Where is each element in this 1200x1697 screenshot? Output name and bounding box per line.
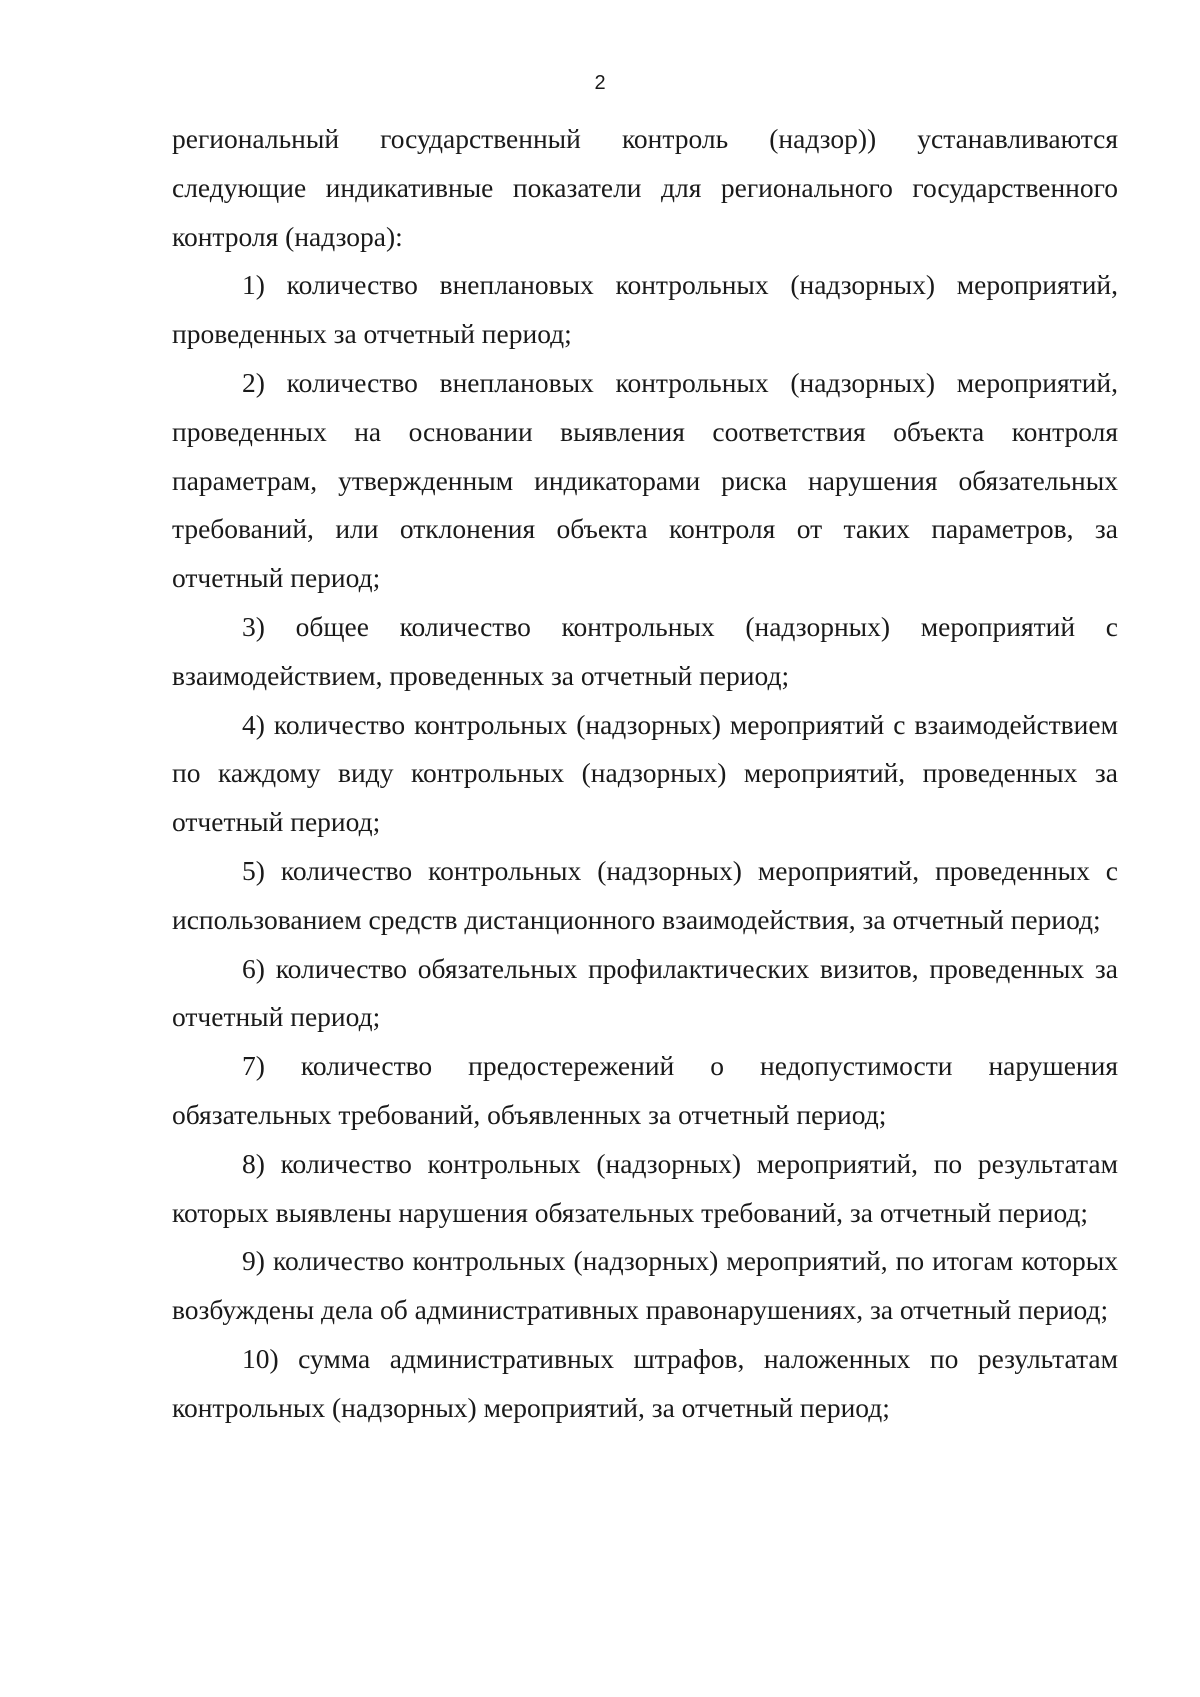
indicator-item-7: 7) количество предостережений о недопустимости нарушения обязательных требований, объявленных за отчетный период;: [172, 1050, 1118, 1130]
intro-paragraph: региональный государственный контроль (надзор)) устанавливаются следующие индикативные показатели для регионального государственного контроля (надзора):: [172, 123, 1118, 252]
indicator-item-10: 10) сумма административных штрафов, наложенных по результатам контрольных (надзорных) мероприятий, за отчетный период;: [172, 1342, 1118, 1423]
indicator-item-4: 4) количество контрольных (надзорных) мероприятий с взаимодействием по каждому виду контрольных (надзорных) мероприятий, проведенных за отчетный период;: [172, 708, 1118, 838]
indicator-item-1: 1) количество внеплановых контрольных (надзорных) мероприятий, проведенных за отчетный период;: [172, 269, 1118, 350]
page-number: 2: [594, 72, 606, 94]
indicator-item-6: 6) количество обязательных профилактических визитов, проведенных за отчетный период;: [172, 952, 1118, 1033]
indicator-item-2: 2) количество внеплановых контрольных (надзорных) мероприятий, проведенных на основании выявления соответствия объекта контроля параметрам, утвержденным индикаторами риска нарушения обязательных требований, или отклонения объекта контроля от таких параметров, за отчетный период;: [172, 366, 1118, 594]
indicator-item-3: 3) общее количество контрольных (надзорных) мероприятий с взаимодействием, проведенных за отчетный период;: [172, 610, 1118, 691]
indicator-item-9: 9) количество контрольных (надзорных) мероприятий, по итогам которых возбуждены дела об административных правонарушениях, за отчетный период;: [172, 1245, 1118, 1326]
indicator-item-8: 8) количество контрольных (надзорных) мероприятий, по результатам которых выявлены нарушения обязательных требований, за отчетный период;: [172, 1147, 1118, 1228]
indicator-item-5: 5) количество контрольных (надзорных) мероприятий, проведенных с использованием средств дистанционного взаимодействия, за отчетный период;: [172, 854, 1118, 935]
document-body: [172, 115, 1118, 1433]
